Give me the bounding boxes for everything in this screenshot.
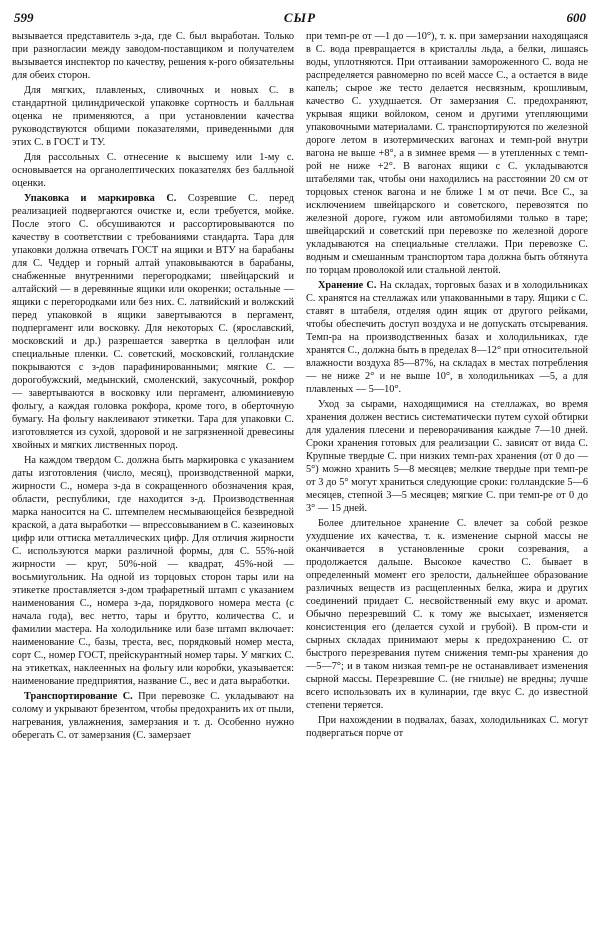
paragraph-text: Для мягких, плавленых, сливочных и новых С. в стандартной цилиндрической упаковке сортность и балльная оценка не применяются, а при установлении качества руководствуются общими показателями, приведенными для этих С. в ГОСТ и ТУ. — [12, 85, 294, 148]
paragraph — [12, 690, 294, 742]
paragraph-text: Более длительное хранение С. влечет за собой резкое ухудшение их качества, т. к. изменение сырной массы не оканчивается в установленные сроки созревания, а продолжается дальше. Высокое качество С. бывает в определенный момент его зрелости, дальнейшее образование различных веществ из расщепленных белка, жира и других соединений придает С. несвойственный ему вкус и аромат. Обычно перезревший С. к тому же высыхает, изменяется консистенция его (делается сухой и грубой). В пром-сти и сырных складах принимают меры к предохранению С. от быстрого перезревания путем снижения темп-ры хранения до —5—7°; и в таком низкая темп-ре не останавливает изменения сырной массы. Перезревшие С. (не гнилые) не вредны; лучше всего использовать их в кулинарии, где вкус С. до известной степени теряется. — [306, 518, 588, 711]
paragraph — [306, 517, 588, 712]
section-heading-storage: Хранение С. — [318, 280, 377, 291]
text-columns — [12, 30, 588, 742]
running-title: СЫР — [283, 10, 317, 25]
section-heading-packaging: Упаковка и маркировка С. — [24, 193, 177, 204]
page-number-left: 599 — [14, 10, 34, 25]
paragraph — [12, 454, 294, 688]
paragraph — [12, 30, 294, 82]
paragraph-text: При перевозке С. укладывают на солому и укрывают брезентом, чтобы предохранить их от пыли, нагревания, увлажнения, замерзания и т. д. Особенно нужно оберегать С. от замерзания (С. замерзает — [12, 691, 295, 741]
paragraph — [306, 30, 588, 277]
paragraph-text: вызывается представитель з-да, где С. был выработан. Только при разногласии между заводом-поставщиком и получателем вызывается инспектор по качеству, решения к-рого обязательны для обеих сторон. — [12, 31, 294, 81]
page-number-right: 600 — [566, 10, 586, 25]
paragraph — [12, 192, 294, 452]
paragraph — [12, 151, 294, 190]
left-column — [12, 30, 294, 742]
section-heading-transport: Транспортирование С. — [24, 691, 133, 702]
right-column — [306, 30, 588, 742]
paragraph-text: На складах, торговых базах и в холодильниках С. хранятся на стеллажах или упакованными в тару. Ящики с С. ставят в штабеля, отделяя один ящик от другого рейками, чтобы обеспечить доступ воздуха и не допускать отсыревания. Темп-ра на производственных базах и холодильниках, где хранятся С., должна быть в пределах 8—12° при относительной влажности воздуха 85—87%, на складах в местах потребления — не ниже 2° и не выше 10°, в холодильниках —5, а для плавленых — 5—10°. — [306, 280, 588, 395]
paragraph — [306, 398, 588, 515]
paragraph — [12, 84, 294, 149]
paragraph — [306, 714, 588, 740]
paragraph-text: При нахождении в подвалах, базах, холодильниках С. могут подвергаться порче от — [306, 715, 588, 739]
paragraph-text: при темп-ре от —1 до —10°), т. к. при замерзании находящаяся в С. вода превращается в кристаллы льда, а белки, лишаясь воды, уплотняются. При оттаивании замороженного С. вода не распределяется равномерно по всей массе С., а остается в виде капель; сырое же тесто делается несвязным, крошливым, качество С. ухудшается. От замерзания С. предохраняют, укрывая ящики войлоком, сеном и другими утепляющими упаковочными материалами. С. транспортируются по железной дороге летом в изотермических вагонах и темп-рой внутри вагона не выше +8°, а в зимнее время — в утепленных с темп-рой не ниже +2°. В вагонах ящики с С. укладываются штабелями так, чтобы они находились на расстоянии 20 см от торцовых стенок вагона и не ближе 1 м от печи. Все С., за исключением швейцарского и советского, перевозятся по железной дороге, гужом или автомобилями только в таре; швейцарский и советский при перевозке по железной дороге укладываются на специальные стеллажи. При перевозке С. водным и смешанным транспортом тара должна быть обтянута по торцам проволокой или стальной лентой. — [306, 31, 588, 276]
paragraph-text: Для рассольных С. отнесение к высшему или 1-му с. основывается на органолептических показателях без балльной оценки. — [12, 152, 294, 189]
paragraph-text: На каждом твердом С. должна быть маркировка с указанием даты изготовления (число, месяц), производственной марки, жирности С., номера з-да в сокращенного обозначения края, области, республики, где находится з-д. Производственная марка наносится на С. штемпелем несмывающейся безвредной краской, а дата выработки — впрессовыванием в С. казеиновых цифр или оттиска металлических цифр. Для отличия жирности С. используются марки различной формы, для С. 55%-ной жирности — круг, 50%-ной — квадрат, 45%-ной — восьмиугольник. На одной из торцовых сторон тары или на этикетке проставляется з-дом трафаретный штамп с указанием наименования С., номера з-да, порядкового номера места (с начала года), вес нетто, тары и брутто, количества С. и фамилии мастера. На холодильнике или базе штамп включает: наименование С., базы, треста, вес, порядковый номер места, сорт С., номер ГОСТ, прейскурантный номер тары. У мягких С. на этикетках, наклеенных на фольгу или коробки, указывается: наименование предприятия, название С., вес и дата выработки. — [12, 455, 294, 687]
page-header — [12, 6, 588, 30]
paragraph — [306, 279, 588, 396]
paragraph-text: Уход за сырами, находящимися на стеллажах, во время хранения должен вестись систематически путем сухой обтирки для удаления плесени и переворачивания каждые 7—10 дней. Сроки хранения готовых для реализации С. зависят от вида С. Крупные твердые С. при низких темп-рах хранения (от 0 до —5°) можно хранить 5—8 месяцев; мелкие твердые при темп-ре от 3 до 5° могут храниться следующие сроки: голландские 5—6 месяцев, степной 3—5 месяцев; мягкие С. при темп-ре от 0 до 3° — 15 дней. — [306, 399, 588, 514]
paragraph-text: Созревшие С. перед реализацией подвергаются очистке и, если требуется, мойке. После этого С. обсушиваются и рассортировываются по качеству в соответствии с требованиями стандарта. Тара для упаковки должна отвечать ГОСТ на ящики и ВТУ на барабаны для С. Чеддер и горный алтай упаковываются в барабаны, снабженные внутренними перегородками; швейцарский и алтайский — в деревянные ящики или окоренки; остальные — ящики с перегородками или без них. С. латвийский и волжский перед упаковкой в ящики завертываются в пергамент, подпергамент или восковку. Для некоторых С. (ярославский, московский и др.) разрешается завертка в целлофан или специальные пленки. С. советский, московский, голландские покрываются с з-дов парафинированными; мягкие С. — дорогобужский, медынский, смоленский, закусочный, рокфор — завертываются в восковку или пергамент, алюминиевую фольгу, а каждая головка рокфора, кроме того, в оберточную бумагу. На фольгу наклеивают этикетки. Тара для упаковки С. изготовляется из сухой, здоровой и не загрязненной древесины хвойных и мягких лиственных пород. — [12, 193, 294, 451]
